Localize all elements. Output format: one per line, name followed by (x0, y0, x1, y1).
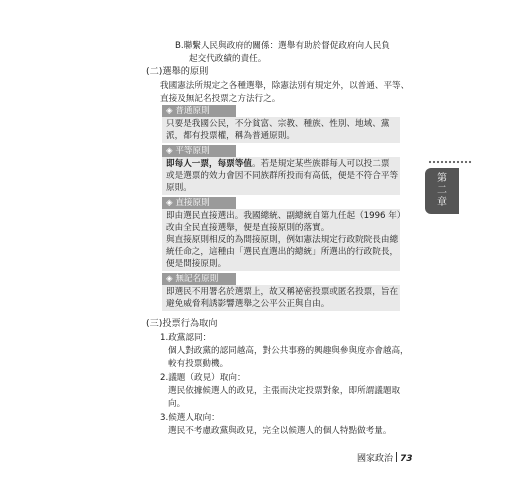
principle-direct-body (162, 209, 406, 271)
footer-separator (396, 452, 397, 462)
page-footer (357, 452, 413, 465)
principle-equal-line-rest: 。若是規定某些族群每人可以投二票 (251, 159, 390, 169)
voting-item-title: 3.候選人取向： (160, 413, 220, 423)
principle-universal-line: 只要是我國公民，不分貧富、宗教、種族、性別、地域、黨 (166, 119, 390, 129)
principle-equal-title: ◈ 平等原則 (162, 145, 236, 157)
principle-direct-line: 與直接原則相反的為間接原則，例如憲法規定行政院院長由總 (166, 235, 399, 245)
chapter-tab-label: 第二章 (437, 173, 447, 208)
principle-equal-line (166, 158, 396, 170)
section2-intro-line1: 我國憲法所規定之各種選舉，除憲法別有規定外，以普通、平等、 (160, 81, 410, 91)
principle-universal-line: 派，都有投票權，稱為普通原則。 (166, 131, 295, 141)
running-title: 國家政治 (357, 454, 394, 464)
principle-equal-line: 或是選票的效力會因不同族群所投而有高低，便是不符合平等 (166, 171, 399, 181)
voting-item-line: 選民依據候選人的政見，主張而決定投票對象，即所謂議題取 (168, 386, 401, 396)
item-b-line2: 起交代政績的責任。 (189, 54, 267, 64)
principle-secret-line: 即選民不用署名於選票上，故又稱祕密投票或匿名投票，旨在 (166, 287, 399, 297)
voting-item-line: 較有投票動機。 (168, 359, 229, 369)
principle-secret-title: ◈ 無記名原則 (162, 273, 236, 285)
principle-secret-body (162, 285, 400, 311)
principle-secret-line: 避免威脅利誘影響選舉之公平公正與自由。 (166, 299, 330, 309)
item-b-line1: B.聯繫人民與政府的關係：選舉有助於督促政府向人民負 (175, 41, 390, 51)
section2-intro-line2: 直接及無記名投票之方法行之。 (160, 94, 281, 104)
principle-direct-line: 即由選民直接選出。我國總統、副總統自第九任起（1996 年） (166, 211, 406, 221)
voting-item-line: 向。 (168, 399, 186, 409)
page-number: 73 (400, 454, 413, 464)
principle-direct-line: 改由全民直接選舉，便是直接原則的落實。 (166, 223, 330, 233)
principle-direct-title: ◈ 直接原則 (162, 197, 236, 209)
section3-heading: (三)投票行為取向 (146, 318, 218, 329)
chapter-tab (425, 168, 459, 214)
principle-universal-body (162, 117, 400, 143)
principle-direct-line: 便是間接原則。 (166, 259, 227, 269)
voting-item-title: 1.政黨認同： (160, 333, 212, 343)
principle-universal-title: ◈ 普通原則 (162, 105, 236, 117)
principle-direct-line: 統任命之，這種由「選民直選出的總統」所選出的行政院長， (166, 247, 399, 257)
voting-item-title: 2.議題（政見）取向： (160, 373, 246, 383)
section2-heading: (二)選舉的原則 (146, 66, 209, 77)
voting-item-line: 選民不考慮政黨與政見，完全以候選人的個人特點做考量。 (168, 426, 392, 436)
principle-equal-line: 原則。 (166, 183, 192, 193)
principle-equal-emphasis: 即每人一票，每票等值 (166, 159, 252, 169)
voting-item-line: 個人對政黨的認同越高，對公共事務的興趣與參與度亦會越高， (168, 346, 409, 356)
principle-equal-body (162, 157, 400, 195)
chapter-dot-leader (428, 160, 472, 164)
